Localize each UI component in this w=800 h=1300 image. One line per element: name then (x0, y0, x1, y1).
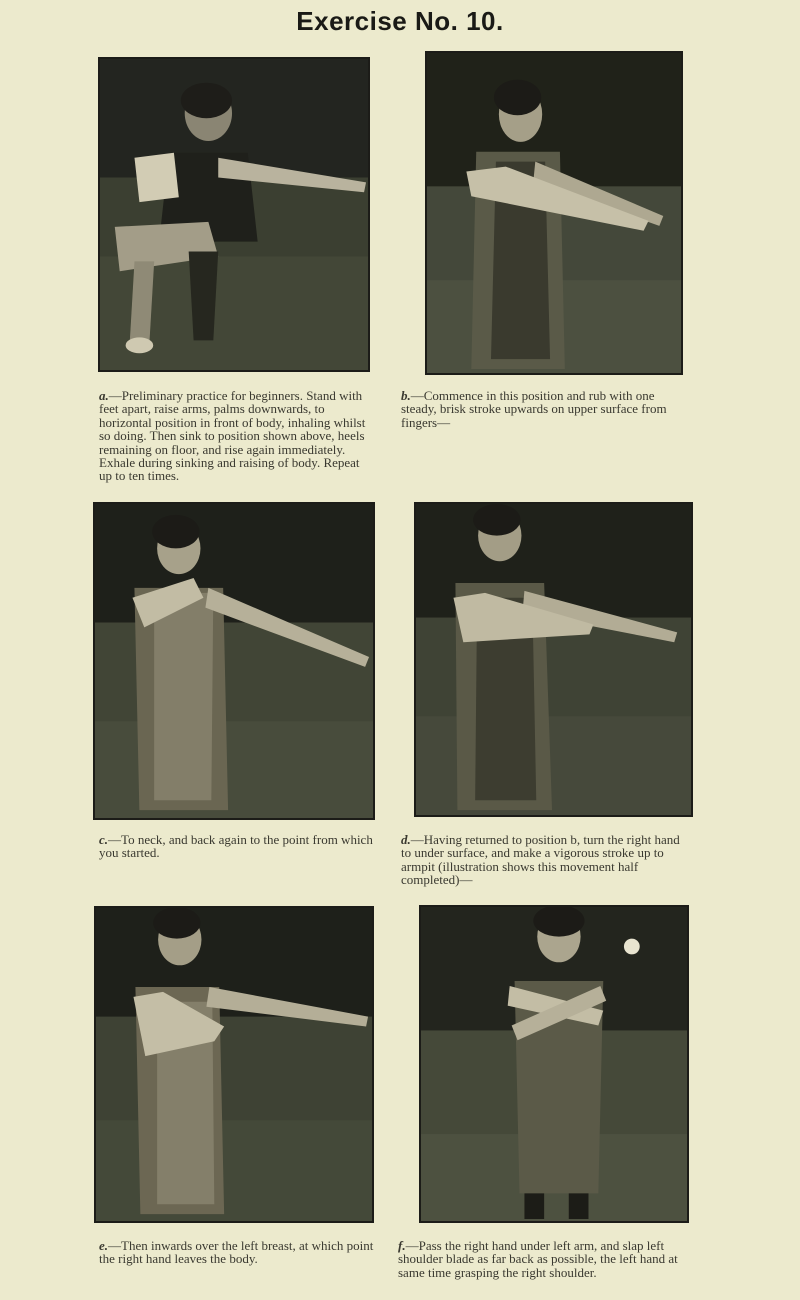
caption-f-text: —Pass the right hand under left arm, and slap left shoulder blade as far back as possible, the left hand at same time grasping the right shoulder. (398, 1238, 678, 1280)
caption-c (99, 833, 375, 860)
photo-e-hand-over-breast (94, 906, 374, 1223)
caption-f-letter: f. (398, 1238, 406, 1253)
caption-b-text: —Commence in this position and rub with one steady, brisk stroke upwards on upper surface from fingers— (401, 388, 667, 430)
caption-d (401, 833, 693, 887)
caption-a-letter: a. (99, 388, 109, 403)
photo-f-arms-crossed (419, 905, 689, 1223)
caption-b (401, 389, 684, 429)
caption-e (99, 1239, 381, 1266)
page-title: Exercise No. 10. (296, 6, 504, 36)
caption-f (398, 1239, 691, 1279)
caption-e-letter: e. (99, 1238, 109, 1253)
photo-b-standing-arms-forward (425, 51, 683, 375)
caption-a (99, 389, 375, 483)
photo-c-hand-to-neck (93, 502, 375, 820)
caption-e-text: —Then inwards over the left breast, at which point the right hand leaves the body. (99, 1238, 374, 1267)
caption-d-text: —Having returned to position b, turn the right hand to under surface, and make a vigorous stroke up to armpit (illustration shows this movement half completed)— (401, 832, 680, 888)
photo-a-crouch (98, 57, 370, 372)
caption-d-letter: d. (401, 832, 411, 847)
caption-b-letter: b. (401, 388, 411, 403)
caption-c-letter: c. (99, 832, 109, 847)
photo-d-hand-under-arm (414, 502, 693, 817)
caption-c-text: —To neck, and back again to the point from which you started. (99, 832, 373, 861)
caption-a-text: —Preliminary practice for beginners. Stand with feet apart, raise arms, palms downwards, to horizontal position in front of body, inhaling whilst so doing. Then sink to position shown above, heels remaining on floor, and rise again immediately. Exhale during sinking and raising of body. Repeat up to ten times. (99, 388, 366, 484)
